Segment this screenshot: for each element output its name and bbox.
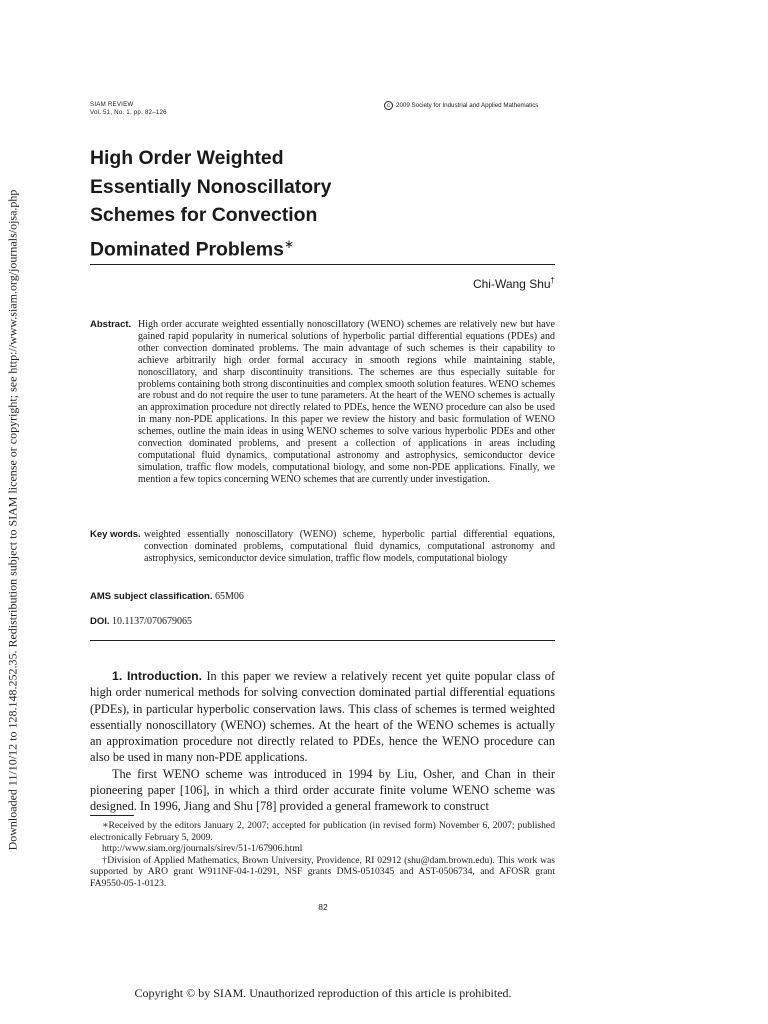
paper-title — [90, 144, 390, 263]
abstract — [90, 319, 555, 486]
copyright-header-text: 2009 Society for Industrial and Applied Mathematics — [396, 102, 539, 109]
journal-name: SIAM REVIEW — [90, 101, 134, 108]
doi-value: 10.1137/070679065 — [112, 616, 192, 627]
ams-classification — [90, 591, 244, 602]
intro-paragraph-1 — [90, 668, 555, 766]
front-matter-rule — [90, 640, 555, 641]
journal-info — [90, 101, 167, 117]
title-line-3: Schemes for Convection — [90, 204, 318, 226]
abstract-text: High order accurate weighted essentially nonoscillatory (WENO) schemes are relatively new but have gained rapid popularity in numerical solutions of hyperbolic partial differential equations (PDEs) and other convection dominated problems. The main advantage of such schemes is their capability to achieve arbitrarily high order formal accuracy in smooth regions while maintaining stable, nonoscillatory, and sharp discontinuity transitions. The schemes are thus especially suitable for problems containing both strong discontinuities and complex smooth solution features. WENO schemes are robust and do not require the user to tune parameters. At the heart of the WENO schemes is actually an approximation procedure not directly related to PDEs, hence the WENO procedure can also be used in many non-PDE applications. In this paper we review the history and basic formulation of WENO schemes, outline the main ideas in using WENO schemes to solve various hyperbolic PDEs and other convection dominated problems, and present a collection of applications in areas including computational fluid dynamics, computational astronomy and astrophysics, semiconductor device simulation, traffic flow models, computational biology, and some non-PDE applications. Finally, we mention a few topics concerning WENO schemes that are currently under investigation. — [138, 319, 555, 485]
footnotes — [90, 820, 555, 890]
author — [473, 276, 555, 291]
footnote-received: ∗Received by the editors January 2, 2007; accepted for publication (in revised form) November 6, 2007; published electronically February 5, 2009. — [90, 820, 555, 843]
author-footnote-mark: † — [550, 276, 555, 285]
title-line-4: Dominated Problems — [90, 237, 284, 260]
footnote-rule — [90, 815, 134, 816]
title-line-2: Essentially Nonoscillatory — [90, 175, 332, 198]
title-rule — [90, 264, 555, 265]
keywords-text: weighted essentially nonoscillatory (WENO) scheme, hyperbolic partial differential equations, convection dominated problems, computational fluid dynamics, computational astronomy and astrophysics, semiconductor device simulation, traffic flow models, computational biology — [144, 529, 555, 564]
keywords-label: Key words. — [90, 529, 141, 540]
footnote-affiliation: †Division of Applied Mathematics, Brown University, Providence, RI 02912 (shu@dam.brown.edu). This work was supported by ARO grant W911NF-04-1-0291, NSF grants DMS-0510345 and AST-0506734, and AFOSR grant FA9550-05-1-0123. — [90, 854, 555, 889]
copyright-footer: Copyright © by SIAM. Unauthorized reproduction of this article is prohibited. — [134, 986, 512, 1000]
title-footnote-mark: ∗ — [283, 236, 295, 251]
ams-label: AMS subject classification. — [90, 591, 213, 602]
keywords — [90, 529, 555, 565]
page-number: 82 — [318, 902, 328, 912]
footnote-url: http://www.siam.org/journals/sirev/51-1/67906.html — [102, 843, 303, 855]
intro-paragraph-1-text: In this paper we review a relatively recent yet quite popular class of high order numerical methods for solving convection dominated partial differential equations (PDEs), in particular hyperbolic conservation laws. This class of schemes is termed weighted essentially nonoscillatory (WENO) schemes. At the heart of the WENO schemes is actually an approximation procedure not directly related to PDEs, hence the WENO procedure can also be used in many non-PDE applications. — [90, 669, 556, 765]
journal-volume: Vol. 51, No. 1, pp. 82–126 — [90, 109, 167, 116]
doi-label: DOI. — [90, 616, 110, 627]
ams-value: 65M06 — [214, 591, 244, 602]
side-notice-text: Downloaded 11/10/12 to 128.148.252.35. Redistribution subject to SIAM license or copyright; see http://www.siam.org/journals/ojsa.php — [5, 189, 20, 851]
abstract-label: Abstract. — [90, 319, 132, 330]
intro-paragraph-2: The first WENO scheme was introduced in 1994 by Liu, Osher, and Chan in their pioneering paper [106], in which a third order accurate finite volume WENO scheme was designed. In 1996, Jiang and Shu [78] provided a general framework to construct — [90, 766, 555, 814]
doi — [90, 616, 192, 627]
copyright-icon: c — [384, 101, 393, 110]
copyright-header — [384, 101, 538, 110]
title-line-1: High Order Weighted — [90, 147, 284, 169]
introduction-section — [90, 668, 555, 815]
author-name: Chi-Wang Shu — [472, 277, 551, 291]
section-heading: 1. Introduction. — [112, 669, 203, 683]
